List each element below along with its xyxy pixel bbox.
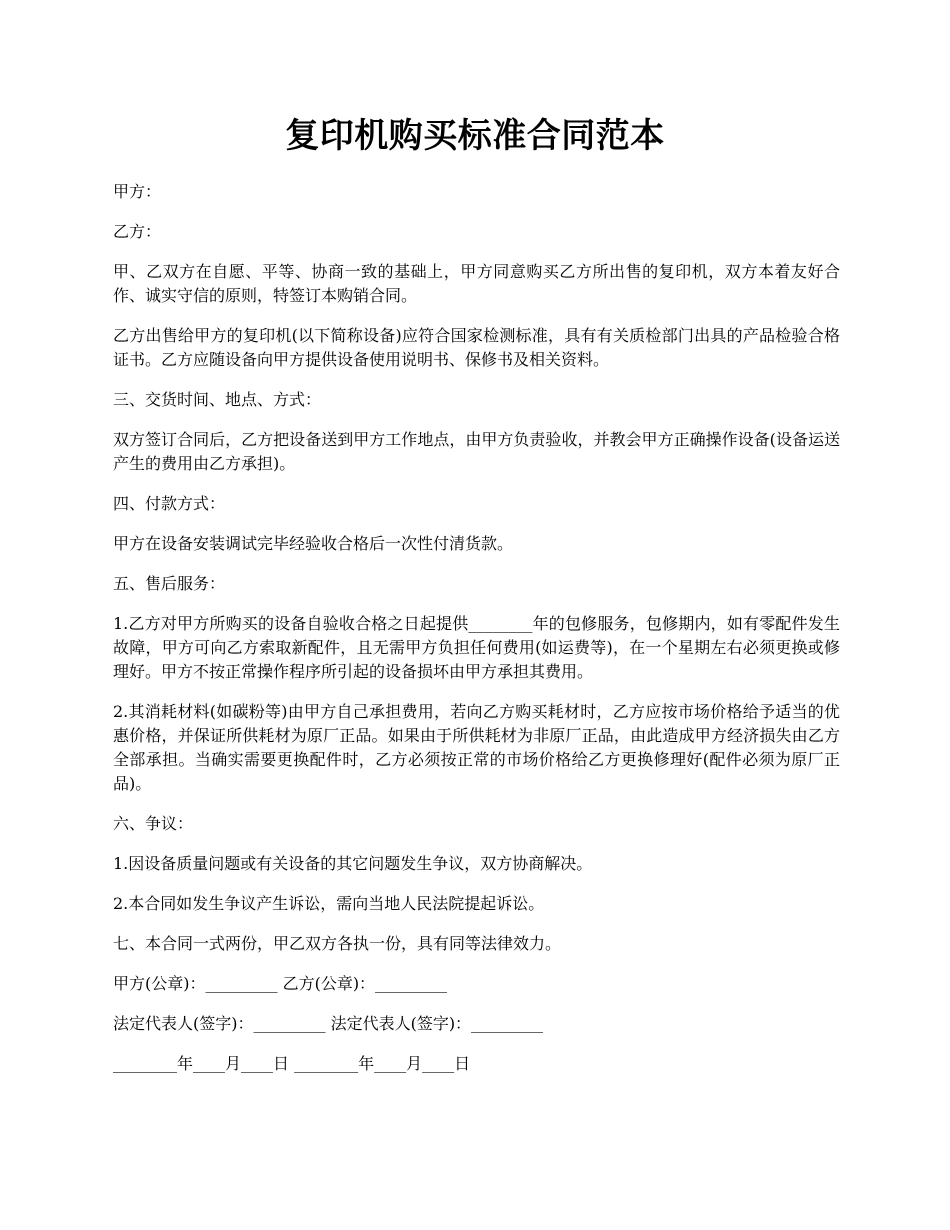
section-heading-dispute: 六、争议：	[113, 814, 194, 833]
dispute-clause-2: 2.本合同如发生争议产生诉讼，需向当地人民法院提起诉讼。	[113, 894, 545, 913]
payment-paragraph: 甲方在设备安装调试完毕经验收合格后一次性付清货款。	[113, 534, 514, 553]
section-heading-payment: 四、付款方式：	[113, 494, 226, 513]
after-sales-clause-2: 2.其消耗材料(如碳粉等)由甲方自己承担费用，若向乙方购买耗材时，乙方应按市场价格给予适当的优惠价格，并保证所供耗材为原厂正品。如果由于所供耗材为非原厂正品，由此造成甲方经济损失由乙方全部承担。当确实需要更换配件时，乙方必须按正常的市场价格给乙方更换修理好(配件必须为原厂正品)。	[113, 702, 840, 793]
copies-clause: 七、本合同一式两份，甲乙双方各执一份，具有同等法律效力。	[113, 934, 562, 953]
party-b-line: 乙方：	[113, 222, 162, 241]
party-a-line: 甲方：	[113, 182, 162, 201]
document-body	[113, 180, 840, 1092]
product-standard-paragraph: 乙方出售给甲方的复印机(以下简称设备)应符合国家检测标准，具有有关质检部门出具的产品检验合格证书。乙方应随设备向甲方提供设备使用说明书、保修书及相关资料。	[113, 326, 840, 369]
delivery-paragraph: 双方签订合同后，乙方把设备送到甲方工作地点，由甲方负责验收，并教会甲方正确操作设备(设备运送产生的费用由乙方承担)。	[113, 430, 840, 473]
signature-line: 法定代表人(签字)：_________ 法定代表人(签字)：_________	[113, 1014, 544, 1033]
section-heading-after-sales: 五、售后服务：	[113, 574, 226, 593]
seal-line: 甲方(公章)：_________ 乙方(公章)：_________	[113, 974, 448, 993]
dispute-clause-1: 1.因设备质量问题或有关设备的其它问题发生争议，双方协商解决。	[113, 854, 593, 873]
date-line: ________年____月____日 ________年____月____日	[113, 1054, 471, 1073]
preamble-paragraph: 甲、乙双方在自愿、平等、协商一致的基础上，甲方同意购买乙方所出售的复印机，双方本着友好合作、诚实守信的原则，特签订本购销合同。	[113, 262, 840, 305]
section-heading-delivery: 三、交货时间、地点、方式：	[113, 390, 322, 409]
document-title: 复印机购买标准合同范本	[285, 116, 665, 156]
after-sales-clause-1: 1.乙方对甲方所购买的设备自验收合格之日起提供________年的包修服务，包修期内，如有零配件发生故障，甲方可向乙方索取新配件，且无需甲方负担任何费用(如运费等)，在一个星期左右必须更换或修理好。甲方不按正常操作程序所引起的设备损坏由甲方承担其费用。	[113, 614, 840, 681]
